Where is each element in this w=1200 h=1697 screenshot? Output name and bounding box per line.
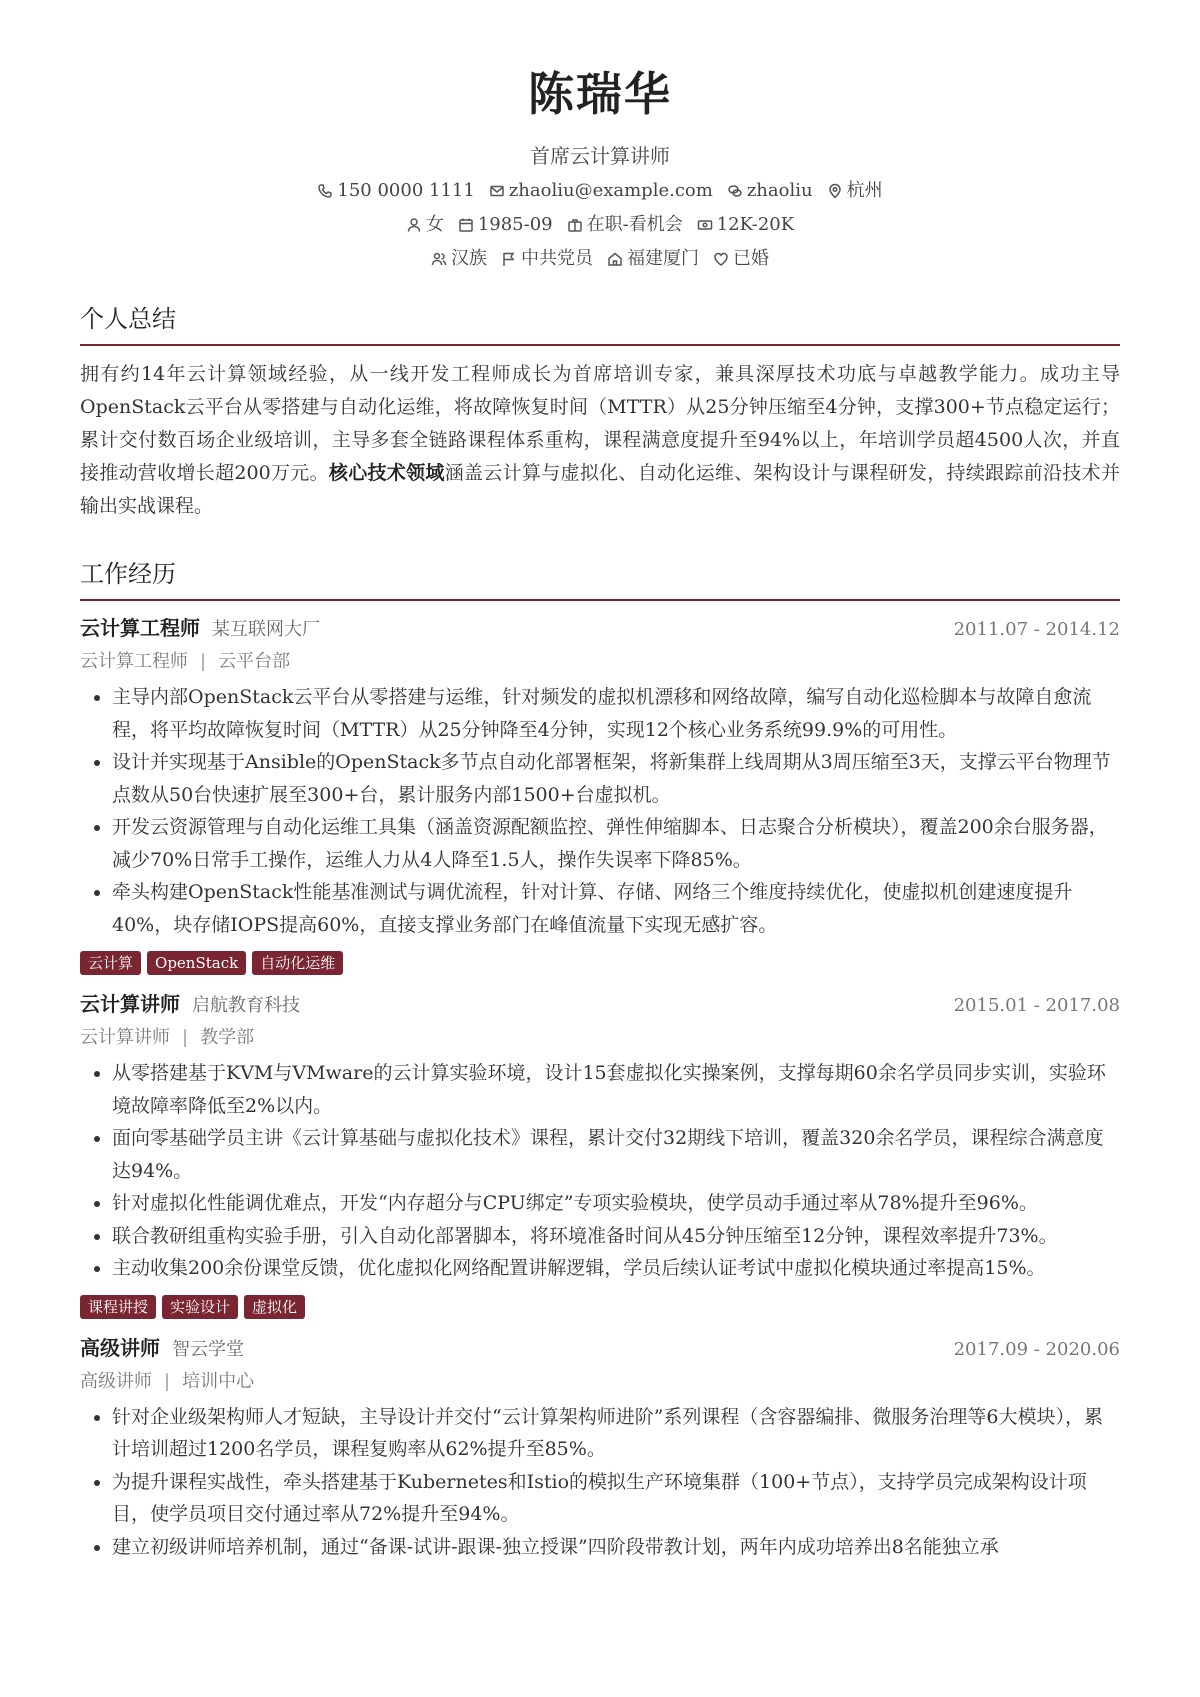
job-bullet: • 针对企业级架构师人才短缺，主导设计并交付“云计算架构师进阶”系列课程（含容器编排、微服务治理等6大模块），累计培训超过1200名学员，课程复购率从62%提升至85%。 — [112, 1401, 1120, 1466]
job-title-group — [80, 1333, 244, 1365]
gender-item — [406, 212, 444, 238]
email-item[interactable] — [489, 178, 713, 204]
salary-text: 12K-20K — [716, 214, 795, 235]
job-bullet: • 针对虚拟化性能调优难点，开发“内存超分与CPU绑定”专项实验模块，使学员动手通过率从78%提升至96%。 — [112, 1187, 1120, 1220]
summary-text — [80, 358, 1120, 523]
phone-icon — [317, 183, 333, 199]
hometown-text: 福建厦门 — [627, 248, 699, 269]
job-tags — [80, 951, 1120, 975]
calendar-icon — [458, 217, 474, 233]
job-position: 高级讲师 — [80, 1335, 160, 1360]
wechat-icon — [727, 183, 743, 199]
personal-row — [80, 212, 1120, 238]
birth-text: 1985-09 — [477, 214, 553, 235]
job-department: 教学部 — [200, 1027, 255, 1048]
job-title-group — [80, 989, 300, 1021]
summary-heading: 个人总结 — [80, 302, 1120, 346]
job-bullets — [80, 1057, 1120, 1285]
job-bullet: • 主动收集200余份课堂反馈，优化虚拟化网络配置讲解逻辑，学员后续认证考试中虚拟化模块通过率提高15%。 — [112, 1252, 1120, 1285]
experience-heading: 工作经历 — [80, 557, 1120, 601]
contact-row — [80, 178, 1120, 204]
job-tags — [80, 1295, 1120, 1319]
job-bullets — [80, 1401, 1120, 1564]
job-date: 2015.01 - 2017.08 — [953, 995, 1120, 1016]
job-department: 云平台部 — [218, 651, 291, 672]
job-header — [80, 613, 1120, 645]
wechat-item[interactable] — [727, 178, 813, 204]
separator: | — [182, 1027, 189, 1048]
job-bullet: • 牵头构建OpenStack性能基准测试与调优流程，针对计算、存储、网络三个维度持续优化，使虚拟机创建速度提升40%，块存储IOPS提高60%，直接支撑业务部门在峰值流量下实现无感扩容。 — [112, 876, 1120, 941]
job-company: 启航教育科技 — [192, 995, 300, 1016]
job-role: 云计算讲师 — [80, 1027, 170, 1048]
job-subline — [80, 1367, 1120, 1397]
job-header — [80, 1333, 1120, 1365]
salary-item — [697, 212, 794, 238]
skill-tag: 虚拟化 — [244, 1295, 305, 1319]
skill-tag: OpenStack — [147, 951, 246, 975]
ethnicity-text: 汉族 — [451, 248, 487, 269]
job-entry — [80, 613, 1120, 975]
skill-tag: 自动化运维 — [252, 951, 343, 975]
separator: | — [200, 651, 207, 672]
political-text: 中共党员 — [521, 248, 593, 269]
job-department: 培训中心 — [182, 1370, 255, 1392]
job-title: 首席云计算讲师 — [530, 144, 670, 168]
marital-item — [713, 246, 769, 272]
skill-tag: 课程讲授 — [80, 1295, 156, 1319]
status-text: 在职-看机会 — [586, 214, 683, 235]
briefcase-icon — [567, 217, 583, 233]
users-icon — [431, 251, 447, 267]
job-date: 2017.09 - 2020.06 — [953, 1338, 1120, 1360]
status-item — [567, 212, 683, 238]
flag-icon — [501, 251, 517, 267]
extra-row — [80, 246, 1120, 272]
job-position: 云计算工程师 — [80, 616, 200, 640]
job-role: 云计算工程师 — [80, 651, 188, 672]
candidate-name: 陈瑞华 — [528, 67, 672, 121]
resume-header — [80, 0, 1120, 272]
job-subline — [80, 1023, 1120, 1053]
job-subline — [80, 647, 1120, 677]
mail-icon — [489, 183, 505, 199]
job-title-group — [80, 613, 320, 645]
job-position: 云计算讲师 — [80, 992, 180, 1016]
job-company: 智云学堂 — [172, 1338, 244, 1360]
job-bullet: • 设计并实现基于Ansible的OpenStack多节点自动化部署框架，将新集群上线周期从3周压缩至3天，支撑云平台物理节点数从50台快速扩展至300+台，累计服务内部1500+台虚拟机。 — [112, 746, 1120, 811]
job-bullet: • 面向零基础学员主讲《云计算基础与虚拟化技术》课程，累计交付32期线下培训，覆盖320余名学员，课程综合满意度达94%。 — [112, 1122, 1120, 1187]
ethnicity-item — [431, 246, 487, 272]
email-text: zhaoliu@example.com — [508, 180, 713, 201]
birth-item — [458, 212, 553, 238]
job-date: 2011.07 - 2014.12 — [953, 619, 1120, 640]
money-icon — [697, 217, 713, 233]
separator: | — [164, 1370, 171, 1392]
marital-text: 已婚 — [733, 248, 769, 269]
skill-tag: 云计算 — [80, 951, 141, 975]
user-icon — [406, 217, 422, 233]
job-entry — [80, 989, 1120, 1319]
location-pin-icon — [827, 183, 843, 199]
location-item — [827, 178, 883, 204]
hometown-item — [607, 246, 699, 272]
job-header — [80, 989, 1120, 1021]
job-bullets — [80, 681, 1120, 941]
job-entry — [80, 1333, 1120, 1564]
gender-text: 女 — [425, 214, 444, 235]
phone-text: 150 0000 1111 — [337, 180, 475, 201]
job-bullet: • 建立初级讲师培养机制，通过“备课-试讲-跟课-独立授课”四阶段带教计划，两年内成功培养出8名能独立承 — [112, 1531, 1120, 1564]
job-company: 某互联网大厂 — [212, 619, 320, 640]
phone-item[interactable] — [317, 178, 474, 204]
summary-text-part1: 拥有约14年云计算领域经验，从一线开发工程师成长为首席培训专家，兼具深厚技术功底与卓越教学能力。成功主导OpenStack云平台从零搭建与自动化运维，将故障恢复时间（MTTR）从25分钟压缩至4分钟，支撑300+节点稳定运行；累计交付数百场企业级培训，主导多套全链路课程体系重构，课程满意度提升至94%以上，年培训学员超4500人次，并直接推动营收增长超200万元。 — [80, 363, 1120, 484]
skill-tag: 实验设计 — [162, 1295, 238, 1319]
summary-bold-phrase: 核心技术领域 — [328, 462, 445, 484]
job-role: 高级讲师 — [80, 1370, 152, 1392]
heart-icon — [713, 251, 729, 267]
job-bullet: • 从零搭建基于KVM与VMware的云计算实验环境，设计15套虚拟化实操案例，支撑每期60余名学员同步实训，实验环境故障率降低至2%以内。 — [112, 1057, 1120, 1122]
political-item — [501, 246, 593, 272]
wechat-text: zhaoliu — [746, 180, 813, 201]
home-icon — [607, 251, 623, 267]
location-text: 杭州 — [846, 180, 883, 201]
job-bullet: • 联合教研组重构实验手册，引入自动化部署脚本，将环境准备时间从45分钟压缩至12分钟，课程效率提升73%。 — [112, 1220, 1120, 1253]
job-bullet: • 主导内部OpenStack云平台从零搭建与运维，针对频发的虚拟机漂移和网络故障，编写自动化巡检脚本与故障自愈流程，将平均故障恢复时间（MTTR）从25分钟降至4分钟，实现12个核心业务系统99.9%的可用性。 — [112, 681, 1120, 746]
summary-text-part2: 涵盖云计算与虚拟化、自动化运维、架构设计与课程研发，持续跟踪前沿技术并输出实战课程。 — [80, 462, 1120, 517]
job-bullet: • 为提升课程实战性，牵头搭建基于Kubernetes和Istio的模拟生产环境集群（100+节点），支持学员完成架构设计项目，使学员项目交付通过率从72%提升至94%。 — [112, 1466, 1120, 1531]
experience-list — [80, 613, 1120, 1563]
job-bullet: • 开发云资源管理与自动化运维工具集（涵盖资源配额监控、弹性伸缩脚本、日志聚合分析模块），覆盖200余台服务器，减少70%日常手工操作，运维人力从4人降至1.5人，操作失误率下降85%。 — [112, 811, 1120, 876]
